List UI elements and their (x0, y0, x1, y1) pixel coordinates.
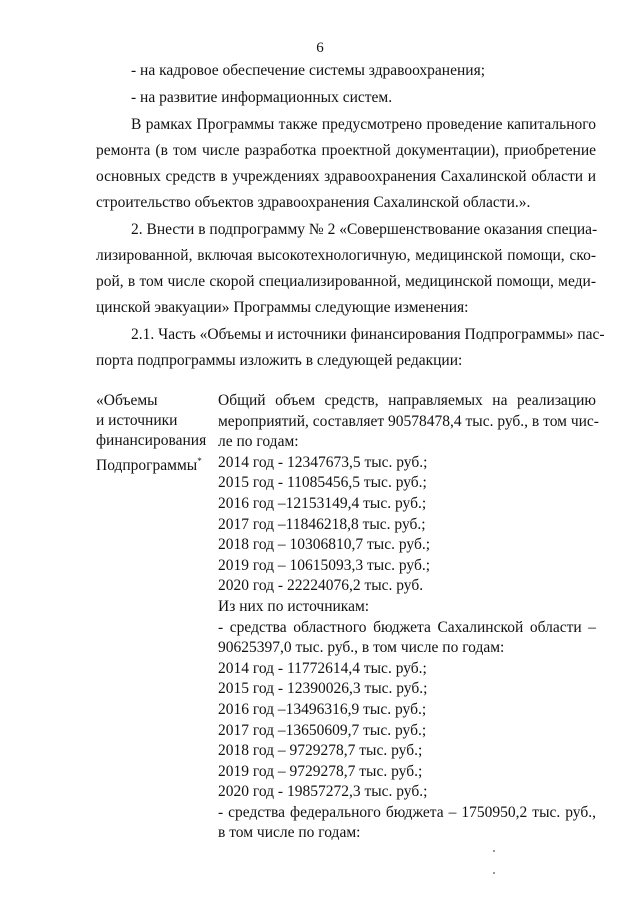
passport-line: 2019 год – 9729278,7 тыс. руб.; (218, 762, 423, 780)
passport-line: 90625397,0 тыс. руб., в том числе по годам: (218, 639, 505, 657)
scan-speck (493, 850, 495, 852)
passport-line: Из них по источникам: (218, 597, 370, 615)
passport-line: 2020 год - 19857272,3 тыс. руб.; (218, 783, 428, 801)
scan-speck (493, 872, 495, 874)
passport-line: 2016 год –12153149,4 тыс. руб.; (218, 494, 427, 512)
paragraph-line: порта подпрограммы изложить в следующей редакции: (96, 352, 463, 369)
passport-label-line: «Объемы (96, 392, 158, 409)
passport-line: ле по годам: (218, 433, 299, 451)
passport-label-line: Подпрограммы* (96, 456, 202, 474)
passport-line: 2017 год –11846218,8 тыс. руб.; (218, 515, 426, 533)
passport-label-line: и источники (96, 412, 178, 429)
passport-line: 2020 год - 22224076,2 тыс. руб. (218, 577, 424, 595)
passport-line: 2018 год – 10306810,7 тыс. руб.; (218, 536, 431, 554)
passport-line: 2016 год –13496316,9 тыс. руб.; (218, 700, 427, 718)
paragraph-line: строительство объектов здравоохранения Сахалинской области.». (96, 194, 531, 211)
passport-content (218, 391, 599, 844)
passport-line: 2014 год - 11772614,4 тыс. руб.; (218, 659, 427, 677)
passport-line: 2018 год – 9729278,7 тыс. руб.; (218, 742, 423, 760)
passport-line: 2015 год - 12390026,3 тыс. руб.; (218, 680, 428, 698)
paragraph-line: В рамках Программы также предусмотрено проведение капитального (131, 116, 596, 133)
paragraph-line: 2.1. Часть «Объемы и источники финансирования Подпрограммы» пас- (131, 326, 605, 343)
passport-line: - средства федерального бюджета – 1750950,2 тыс. руб., (218, 803, 596, 821)
passport-line: - средства областного бюджета Сахалинской области – (218, 618, 596, 636)
paragraph-line: основных средств в учреждениях здравоохранения Сахалинской области и (96, 168, 596, 185)
paragraph-line: ремонта (в том числе разработка проектной документации), приобретение (96, 142, 596, 159)
passport-line: 2014 год - 12347673,5 тыс. руб.; (218, 453, 428, 471)
passport-line: 2019 год – 10615093,3 тыс. руб.; (218, 556, 431, 574)
paragraph-line: лизированной, включая высокотехнологичную, медицинской помощи, ско- (96, 247, 596, 264)
passport-line: 2017 год –13650609,7 тыс. руб.; (218, 721, 427, 739)
passport-line: Общий объем средств, направляемых на реализацию (218, 392, 596, 409)
paragraph-line: рой, в том числе скорой специализированной, медицинской помощи, меди- (96, 273, 596, 290)
passport-line: 2015 год - 11085456,5 тыс. руб.; (218, 474, 427, 492)
passport-label-line: финансирования (96, 432, 207, 449)
bullet-item: - на кадровое обеспечение системы здравоохранения; (131, 62, 486, 79)
paragraph-line: цинской эвакуации» Программы следующие изменения: (96, 299, 469, 316)
footnote-marker: * (197, 456, 202, 466)
bullet-item: - на развитие информационных систем. (131, 89, 393, 106)
passport-label (96, 391, 216, 474)
paragraph-line: 2. Внести в подпрограмму № 2 «Совершенствование оказания специа- (131, 221, 598, 238)
page-number: 6 (316, 40, 324, 56)
passport-line: мероприятий, составляет 90578478,4 тыс. руб., в том чис- (218, 412, 599, 430)
passport-line: в том числе по годам: (218, 824, 361, 842)
